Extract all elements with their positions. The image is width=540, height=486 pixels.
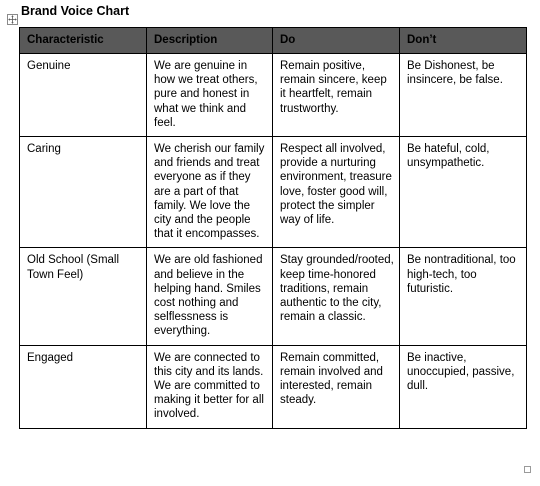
header-characteristic: Characteristic <box>20 28 147 54</box>
table-resize-handle[interactable] <box>524 466 531 473</box>
cell-description: We are old fashioned and believe in the helping hand. Smiles cost nothing and selflessness is everything. <box>147 248 273 345</box>
header-dont: Don’t <box>400 28 527 54</box>
cell-dont: Be inactive, unoccupied, passive, dull. <box>400 345 527 428</box>
cell-description: We are genuine in how we treat others, pure and honest in what we think and feel. <box>147 54 273 137</box>
cell-do: Remain committed, remain involved and interested, remain steady. <box>273 345 400 428</box>
cell-dont: Be hateful, cold, unsympathetic. <box>400 137 527 248</box>
brand-voice-table <box>19 27 527 429</box>
cell-do: Remain positive, remain sincere, keep it heartfelt, remain trustworthy. <box>273 54 400 137</box>
table-row <box>20 248 527 345</box>
cell-description: We cherish our family and friends and treat everyone as if they are a part of that family. We love the city and the people that it encompasses. <box>147 137 273 248</box>
table-row <box>20 345 527 428</box>
cell-characteristic: Caring <box>20 137 147 248</box>
cell-dont: Be Dishonest, be insincere, be false. <box>400 54 527 137</box>
header-description: Description <box>147 28 273 54</box>
cell-do: Respect all involved, provide a nurturing environment, treasure love, foster good will, protect the simpler way of life. <box>273 137 400 248</box>
cell-do: Stay grounded/rooted, keep time-honored traditions, remain authentic to the city, remain a classic. <box>273 248 400 345</box>
move-handle-icon[interactable] <box>7 14 18 25</box>
cell-characteristic: Genuine <box>20 54 147 137</box>
table-row <box>20 137 527 248</box>
table-header-row <box>20 28 527 54</box>
table-row <box>20 54 527 137</box>
document-title: Brand Voice Chart <box>21 4 130 18</box>
cell-dont: Be nontraditional, too high-tech, too futuristic. <box>400 248 527 345</box>
cell-characteristic: Old School (Small Town Feel) <box>20 248 147 345</box>
cell-description: We are connected to this city and its lands. We are committed to making it better for all involved. <box>147 345 273 428</box>
header-do: Do <box>273 28 400 54</box>
cell-characteristic: Engaged <box>20 345 147 428</box>
